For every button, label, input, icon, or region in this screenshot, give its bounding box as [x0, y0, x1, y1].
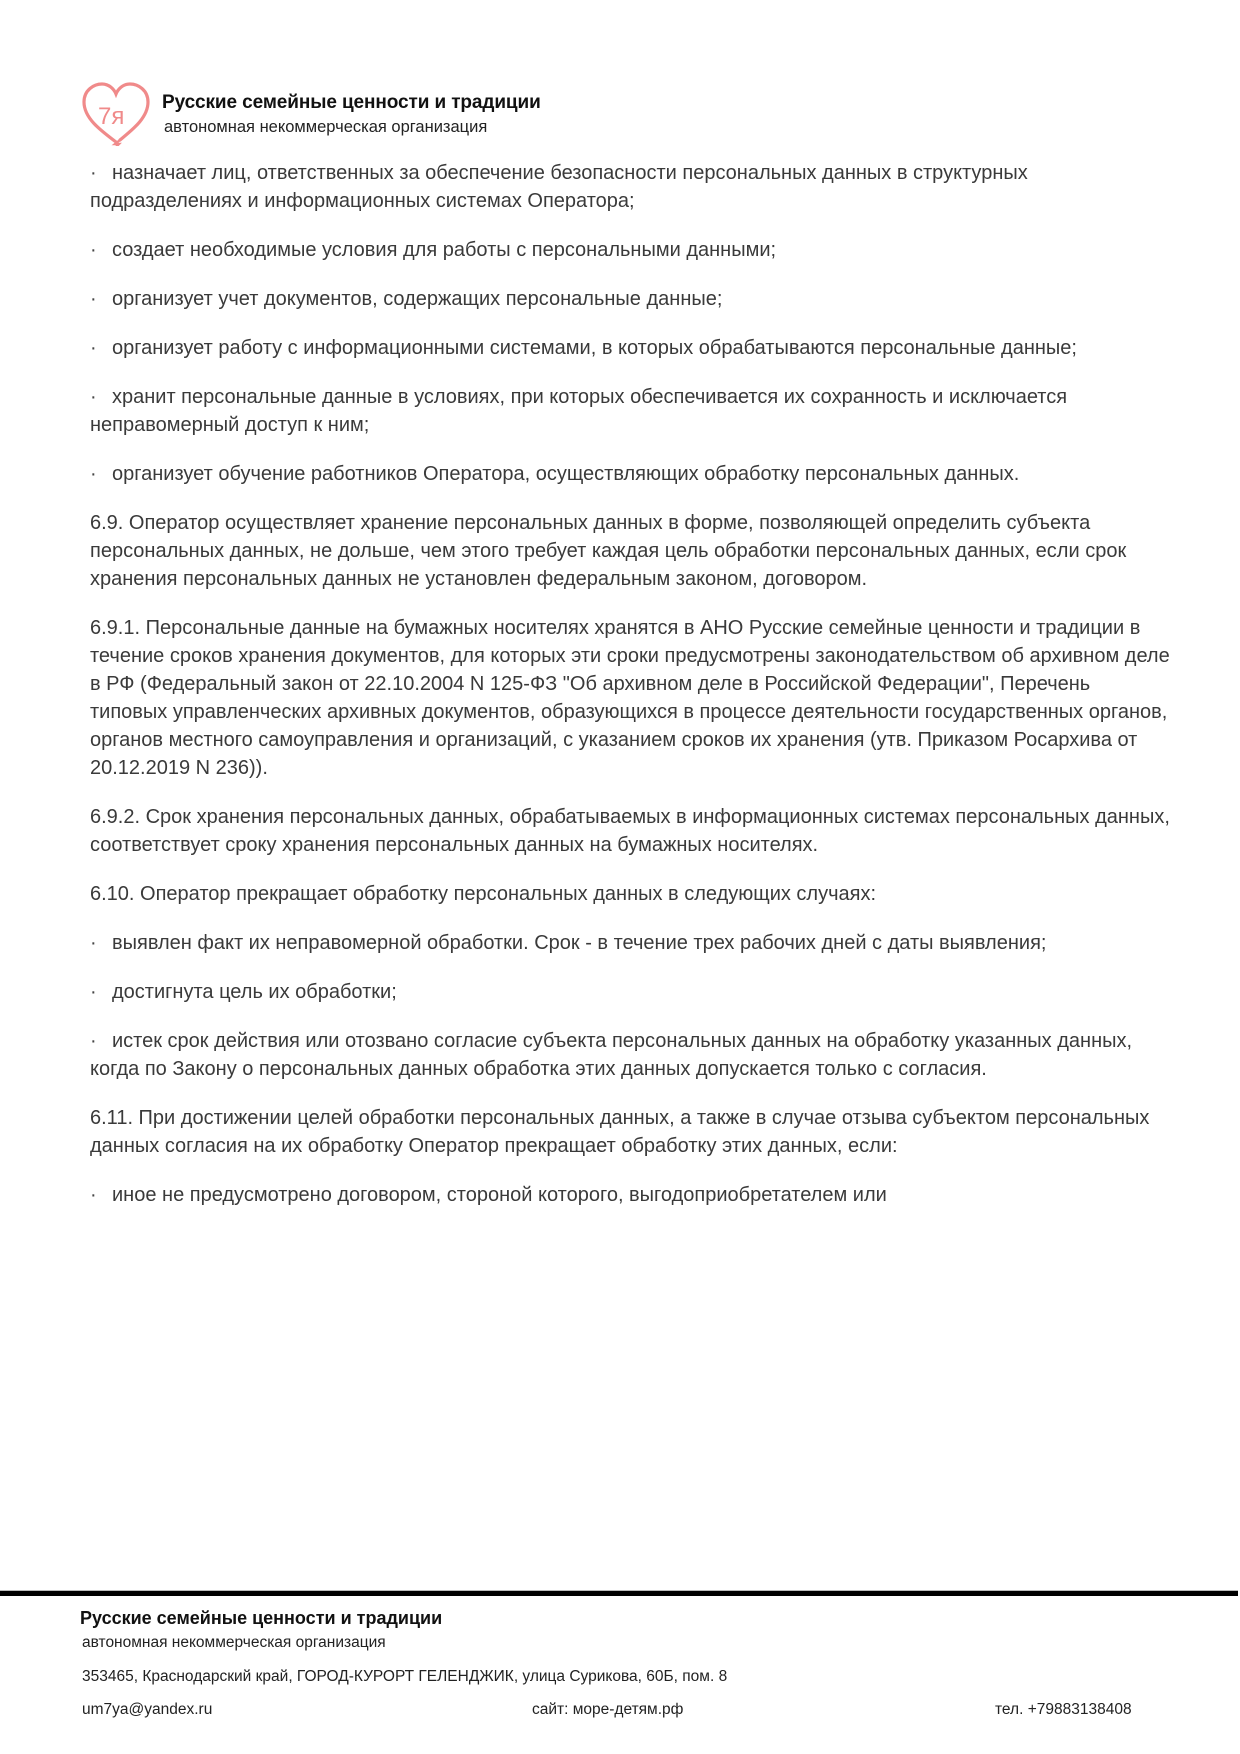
bullet-icon: ·	[90, 981, 97, 1003]
paragraph-text: организует обучение работников Оператора, осуществляющих обработку персональных данных.	[112, 463, 1020, 485]
bullet-icon: ·	[90, 1030, 97, 1052]
numbered-paragraph	[90, 614, 1170, 782]
footer-org-subtitle: автономная некоммерческая организация	[82, 1634, 386, 1651]
bullet-item	[90, 460, 1170, 488]
paragraph-text: 6.9.2. Срок хранения персональных данных, обрабатываемых в информационных системах персональных данных, соответствует сроку хранения персональных данных на бумажных носителях.	[90, 806, 1170, 856]
footer-org-title: Русские семейные ценности и традиции	[80, 1608, 443, 1628]
paragraph-text: организует работу с информационными системами, в которых обрабатываются персональные данные;	[112, 337, 1077, 359]
paragraph-text: достигнута цель их обработки;	[112, 981, 397, 1003]
bullet-icon: ·	[90, 386, 97, 408]
bullet-icon: ·	[90, 162, 97, 184]
bullet-icon: ·	[90, 463, 97, 485]
paragraph-text: 6.11. При достижении целей обработки персональных данных, а также в случае отзыва субъектом персональных данных согласия на их обработку Оператор прекращает обработку этих данных, если:	[90, 1107, 1150, 1157]
bullet-item	[90, 285, 1170, 313]
bullet-icon: ·	[90, 239, 97, 261]
paragraph-text: 6.10. Оператор прекращает обработку персональных данных в следующих случаях:	[90, 883, 877, 905]
bullet-item	[90, 236, 1170, 264]
footer-site-link[interactable]: сайт: море-детям.рф	[532, 1701, 684, 1718]
footer-divider	[0, 1590, 1238, 1596]
paragraph-text: хранит персональные данные в условиях, при которых обеспечивается их сохранность и исключается неправомерный доступ к ним;	[90, 386, 1068, 436]
heart-logo-icon	[80, 82, 152, 146]
paragraph-text: назначает лиц, ответственных за обеспечение безопасности персональных данных в структурных подразделениях и информационных системах Оператора;	[90, 162, 1028, 212]
paragraph-text: создает необходимые условия для работы с персональными данными;	[112, 239, 777, 261]
bullet-icon: ·	[90, 337, 97, 359]
bullet-item	[90, 159, 1170, 215]
bullet-item	[90, 978, 1170, 1006]
bullet-item	[90, 1181, 1170, 1209]
numbered-paragraph	[90, 1104, 1170, 1160]
bullet-item	[90, 929, 1170, 957]
paragraph-text: 6.9. Оператор осуществляет хранение персональных данных в форме, позволяющей определить субъекта персональных данных, не дольше, чем этого требует каждая цель обработки персональных данных, если срок хранения персональных данных не установлен федеральным законом, договором.	[90, 512, 1127, 590]
bullet-icon: ·	[90, 1184, 97, 1206]
paragraph-text: выявлен факт их неправомерной обработки. Срок - в течение трех рабочих дней с даты выявления;	[112, 932, 1047, 954]
paragraph-text: истек срок действия или отозвано согласие субъекта персональных данных на обработку указанных данных, когда по Закону о персональных данных обработка этих данных допускается только с согласия.	[90, 1030, 1133, 1080]
footer-email-link[interactable]: um7ya@yandex.ru	[82, 1701, 213, 1718]
paragraph-text: организует учет документов, содержащих персональные данные;	[112, 288, 723, 310]
bullet-item	[90, 1027, 1170, 1083]
footer-phone: тел. +79883138408	[995, 1701, 1132, 1718]
numbered-paragraph	[90, 509, 1170, 593]
paragraph-text: иное не предусмотрено договором, стороной которого, выгодоприобретателем или	[112, 1184, 887, 1206]
document-body	[90, 159, 1170, 1230]
bullet-item	[90, 334, 1170, 362]
bullet-item	[90, 383, 1170, 439]
bullet-icon: ·	[90, 288, 97, 310]
org-title: Русские семейные ценности и традиции	[162, 92, 541, 113]
org-subtitle: автономная некоммерческая организация	[164, 118, 488, 136]
paragraph-text: 6.9.1. Персональные данные на бумажных носителях хранятся в АНО Русские семейные ценности и традиции в течение сроков хранения документов, для которых эти сроки предусмотрены законодательством об архивном деле в РФ (Федеральный закон от 22.10.2004 N 125-ФЗ "Об архивном деле в Российской Федерации", Перечень типовых управленческих архивных документов, образующихся в процессе деятельности государственных органов, органов местного самоуправления и организаций, с указанием сроков их хранения (утв. Приказом Росархива от 20.12.2019 N 236)).	[90, 617, 1170, 779]
numbered-paragraph	[90, 803, 1170, 859]
footer-address: 353465, Краснодарский край, ГОРОД-КУРОРТ ГЕЛЕНДЖИК, улица Сурикова, 60Б, пом. 8	[82, 1668, 728, 1685]
numbered-paragraph	[90, 880, 1170, 908]
bullet-icon: ·	[90, 932, 97, 954]
logo-text: 7я	[98, 103, 125, 130]
